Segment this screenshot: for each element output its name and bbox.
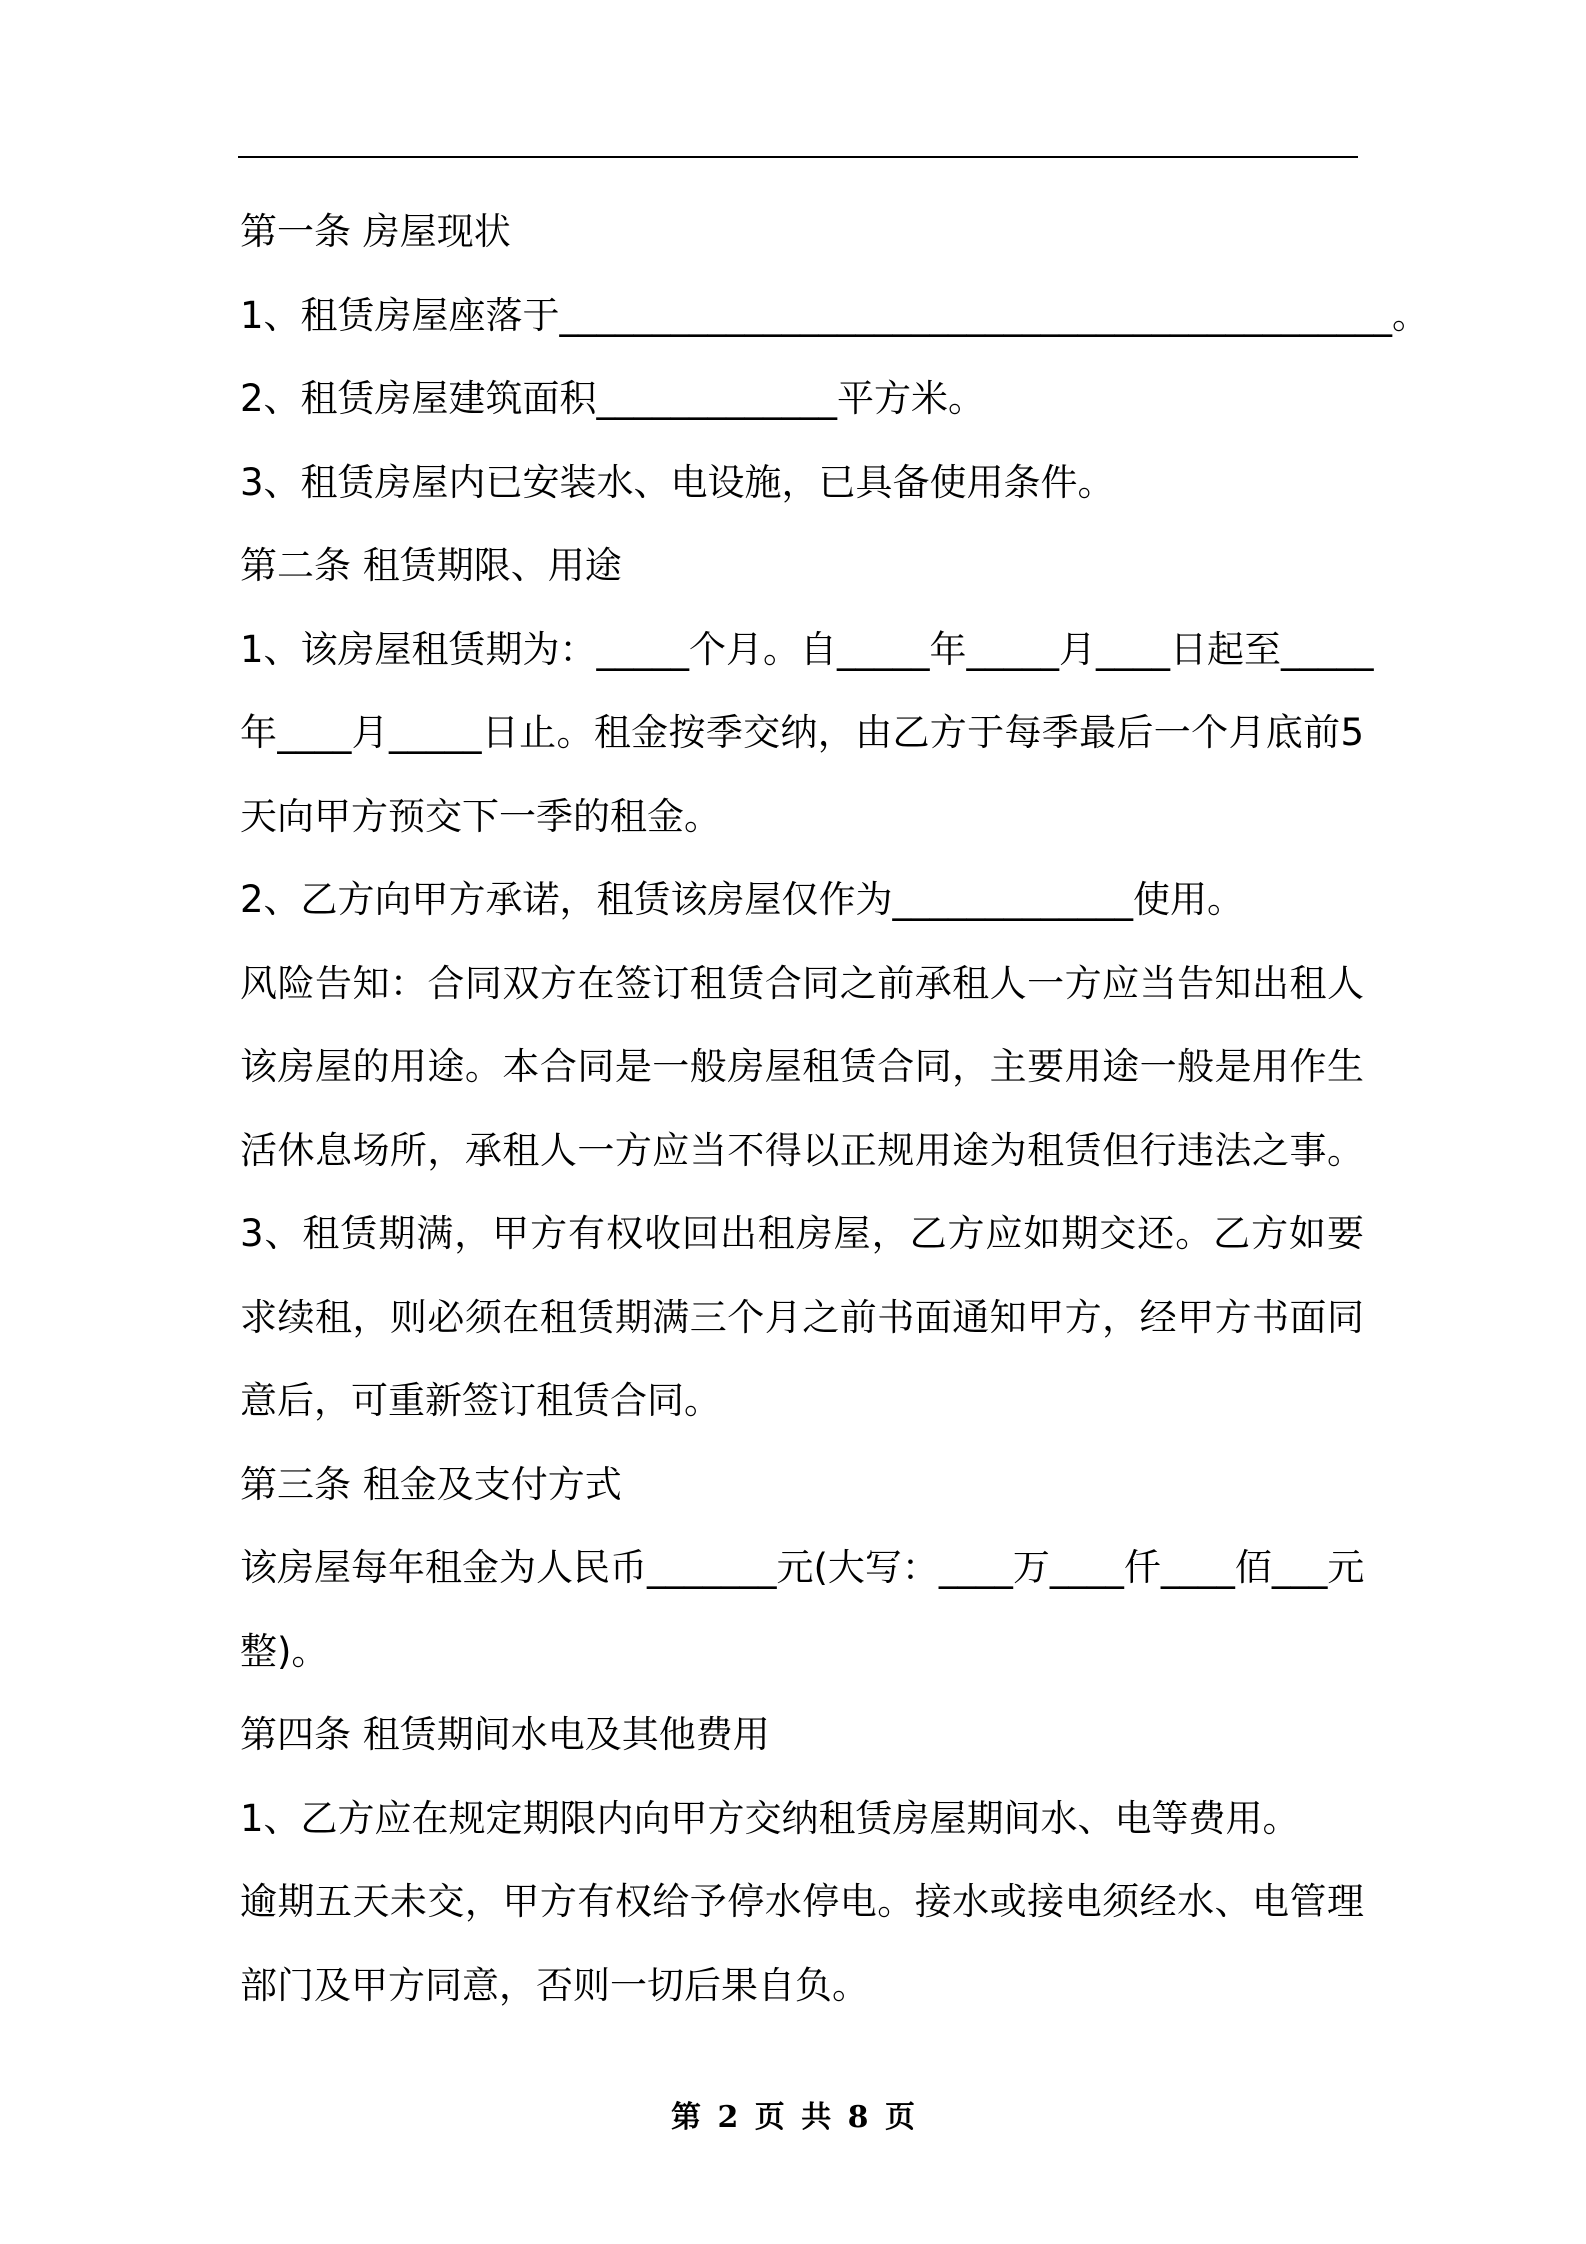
section-heading-2: 第二条 租赁期限、用途 xyxy=(240,544,622,587)
paragraph-line: 整)。 xyxy=(240,1629,329,1673)
paragraph-line: 天向甲方预交下一季的租金。 xyxy=(240,794,721,838)
paragraph-line: 逾期五天未交，甲方有权给予停水停电。接水或接电须经水、电管理 xyxy=(240,1880,1364,1923)
page-number-footer: 第 2 页 共 8 页 xyxy=(671,2100,915,2135)
paragraph-line: 1、该房屋租赁期为：_____个月。自_____年_____月____日起至_____ xyxy=(240,627,1374,671)
paragraph-line: 风险告知：合同双方在签订租赁合同之前承租人一方应当告知出租人 xyxy=(240,961,1364,1005)
paragraph-line: 意后，可重新签订租赁合同。 xyxy=(240,1379,721,1422)
paragraph-line: 2、租赁房屋建筑面积_____________平方米。 xyxy=(240,377,986,420)
paragraph-line: 求续租，则必须在租赁期满三个月之前书面通知甲方，经甲方书面同 xyxy=(240,1295,1364,1339)
header-rule xyxy=(238,156,1358,158)
document-body xyxy=(240,190,1430,2027)
paragraph-line: 3、租赁期满，甲方有权收回出租房屋，乙方应如期交还。乙方如要 xyxy=(240,1212,1364,1255)
paragraph-line: 该房屋每年租金为人民币_______元(大写：____万____仟____佰___元 xyxy=(240,1546,1365,1589)
section-heading-4: 第四条 租赁期间水电及其他费用 xyxy=(240,1713,770,1756)
paragraph-line: 3、租赁房屋内已安装水、电设施，已具备使用条件。 xyxy=(240,460,1115,504)
paragraph-line: 部门及甲方同意，否则一切后果自负。 xyxy=(240,1963,869,2007)
section-heading-3: 第三条 租金及支付方式 xyxy=(240,1462,622,1506)
paragraph-line: 2、乙方向甲方承诺，租赁该房屋仅作为_____________使用。 xyxy=(240,878,1245,921)
paragraph-line: 年____月_____日止。租金按季交纳，由乙方于每季最后一个月底前5 xyxy=(240,711,1364,754)
section-heading-1: 第一条 房屋现状 xyxy=(240,210,511,253)
paragraph-line: 该房屋的用途。本合同是一般房屋租赁合同，主要用途一般是用作生 xyxy=(240,1045,1364,1088)
paragraph-line: 活休息场所，承租人一方应当不得以正规用途为租赁但行违法之事。 xyxy=(240,1128,1364,1172)
paragraph-line: 1、租赁房屋座落于_____________________________________________。 xyxy=(240,293,1430,337)
paragraph-line: 1、乙方应在规定期限内向甲方交纳租赁房屋期间水、电等费用。 xyxy=(240,1796,1300,1840)
